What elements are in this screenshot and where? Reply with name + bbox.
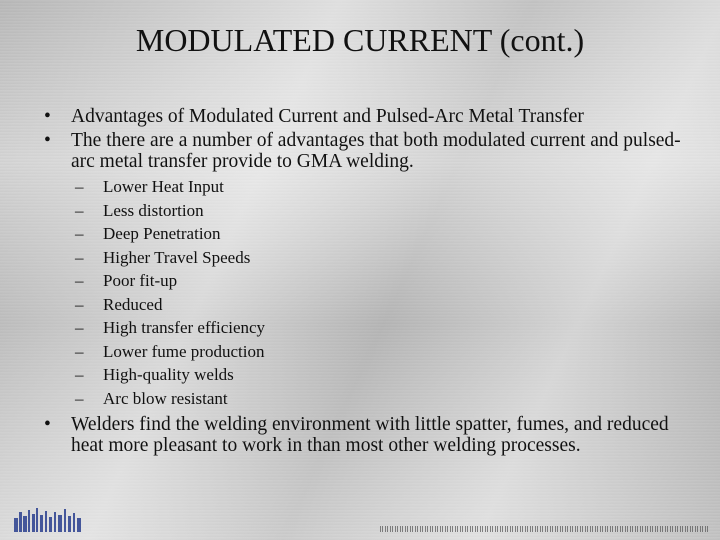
bullet-text: Advantages of Modulated Current and Pulsed-Arc Metal Transfer <box>71 106 584 127</box>
list-item <box>44 269 684 293</box>
list-item-text: Deep Penetration <box>103 224 221 243</box>
list-item-text: Poor fit-up <box>103 271 178 290</box>
bullet-text: Welders find the welding environment with little spatter, fumes, and reduced heat more pleasant to work in than most other welding processes. <box>71 414 669 456</box>
bullet-icon: • <box>44 414 51 435</box>
skyline-logo-icon <box>12 506 84 534</box>
bullet-item <box>44 414 684 456</box>
bullet-item <box>44 130 684 172</box>
list-item <box>44 199 684 223</box>
dash-icon: – <box>75 388 84 408</box>
dash-icon: – <box>75 294 84 314</box>
list-item <box>44 387 684 411</box>
list-item <box>44 363 684 387</box>
list-item-text: Reduced <box>103 294 163 314</box>
dash-icon: – <box>75 271 84 290</box>
bullet-item <box>44 106 684 127</box>
list-item-text: High-quality welds <box>103 365 234 384</box>
list-item-text: Lower fume production <box>103 341 265 361</box>
bullet-icon: • <box>44 106 51 127</box>
list-item <box>44 175 684 199</box>
bullet-text: The there are a number of advantages that both modulated current and pulsed-arc metal transfer provide to GMA welding. <box>71 130 681 172</box>
slide-title: MODULATED CURRENT (cont.) <box>135 22 585 58</box>
list-item-text: Lower Heat Input <box>103 177 224 196</box>
dash-icon: – <box>75 365 84 384</box>
dash-icon: – <box>75 341 84 361</box>
list-item-text: High transfer efficiency <box>103 318 266 337</box>
bullet-icon: • <box>44 130 51 151</box>
list-item-text: Higher Travel Speeds <box>103 247 251 267</box>
dash-icon: – <box>75 318 84 337</box>
list-item-text: Less distortion <box>103 200 204 220</box>
dash-icon: – <box>75 247 84 267</box>
list-item <box>44 340 684 364</box>
footer-barcode-decoration <box>380 526 710 532</box>
list-item <box>44 293 684 317</box>
dash-icon: – <box>75 177 84 196</box>
list-item <box>44 222 684 246</box>
dash-icon: – <box>75 224 84 243</box>
list-item <box>44 316 684 340</box>
list-item-text: Arc blow resistant <box>103 388 228 408</box>
advantages-list <box>44 175 684 410</box>
dash-icon: – <box>75 200 84 220</box>
slide-content <box>44 106 684 459</box>
list-item <box>44 246 684 270</box>
